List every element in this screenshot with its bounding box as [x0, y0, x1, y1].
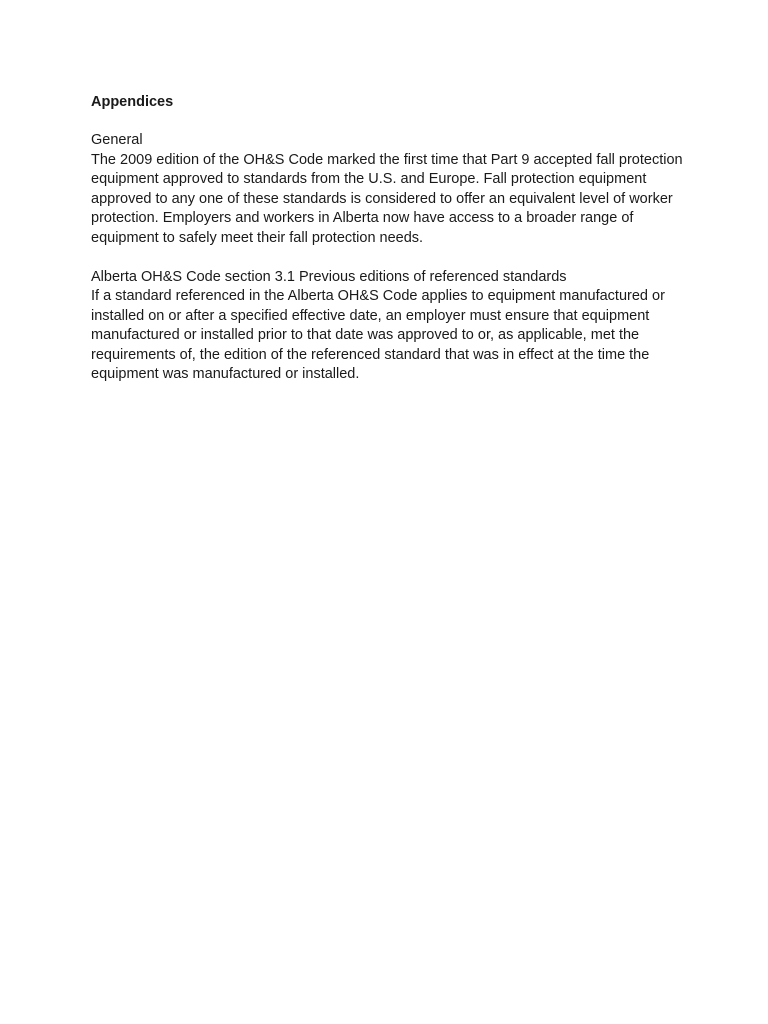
section-body: If a standard referenced in the Alberta OH&S Code applies to equipment manufactured or installed on or after a specified effective date, an employer must ensure that equipment manufactured or installed prior to that date was approved to or, as applicable, met the requirements of, the edition of the referenced standard that was in effect at the time the equipment was manufactured or installed.	[91, 288, 665, 382]
section-title: Alberta OH&S Code section 3.1 Previous editions of referenced standards	[91, 268, 567, 285]
section-title: General	[91, 132, 143, 148]
page-heading: Appendices	[91, 94, 174, 110]
document-page	[91, 93, 683, 404]
section-previous-editions	[91, 268, 683, 385]
section-body: The 2009 edition of the OH&S Code marked the first time that Part 9 accepted fall protection equipment approved to standards from the U.S. and Europe. Fall protection equipment approved to any one of these standards is considered to offer an equivalent level of worker protection. Employers and workers in Alberta now have access to a broader range of equipment to safely meet their fall protection needs.	[91, 151, 683, 246]
section-general	[91, 131, 683, 248]
